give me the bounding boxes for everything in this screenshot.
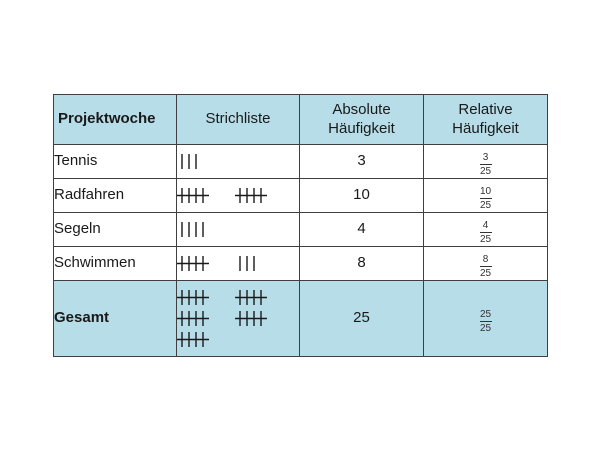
header-projektwoche: Projektwoche	[54, 95, 177, 145]
absolute-frequency: 8	[300, 247, 424, 281]
tally-drawing	[177, 287, 289, 350]
fraction-bar	[480, 321, 492, 322]
row-label: Segeln	[54, 213, 177, 247]
relative-frequency	[424, 213, 548, 247]
total-absolute-frequency: 25	[300, 281, 424, 357]
row-label: Radfahren	[54, 179, 177, 213]
header-absolute-line1: Absolute	[332, 100, 391, 118]
tally-drawing	[177, 253, 289, 274]
fraction-bar	[480, 266, 492, 267]
row-label: Schwimmen	[54, 247, 177, 281]
fraction-numerator: 25	[479, 308, 492, 320]
relative-frequency	[424, 145, 548, 179]
table-row	[54, 247, 548, 281]
fraction-bar	[480, 198, 492, 199]
tally-marks-total	[177, 281, 300, 357]
fraction-numerator: 10	[479, 185, 492, 197]
fraction-denominator: 25	[479, 233, 492, 245]
absolute-frequency: 10	[300, 179, 424, 213]
table-row	[54, 213, 548, 247]
header-absolute-line2: Häufigkeit	[328, 119, 395, 137]
tally-marks	[177, 247, 300, 281]
fraction-denominator: 25	[479, 322, 492, 334]
frequency-table	[53, 94, 548, 357]
tally-drawing	[177, 185, 289, 206]
header-row	[54, 95, 548, 145]
fraction-denominator: 25	[479, 267, 492, 279]
fraction-bar	[480, 164, 492, 165]
total-row	[54, 281, 548, 357]
tally-drawing	[177, 219, 289, 240]
tally-marks	[177, 213, 300, 247]
fraction-denominator: 25	[479, 165, 492, 177]
fraction-numerator: 4	[482, 219, 489, 231]
relative-frequency	[424, 179, 548, 213]
fraction-denominator: 25	[479, 199, 492, 211]
row-label: Tennis	[54, 145, 177, 179]
header-relative-line1: Relative	[458, 100, 513, 118]
tally-marks	[177, 179, 300, 213]
header-relative-line2: Häufigkeit	[452, 119, 519, 137]
fraction-bar	[480, 232, 492, 233]
tally-drawing	[177, 151, 289, 172]
table-row	[54, 179, 548, 213]
relative-frequency	[424, 247, 548, 281]
absolute-frequency: 3	[300, 145, 424, 179]
header-relative	[424, 95, 548, 145]
fraction-numerator: 8	[482, 253, 489, 265]
header-strichliste: Strichliste	[177, 95, 300, 145]
total-relative-frequency	[424, 281, 548, 357]
header-absolute	[300, 95, 424, 145]
table-row	[54, 145, 548, 179]
tally-marks	[177, 145, 300, 179]
total-label: Gesamt	[54, 281, 177, 357]
absolute-frequency: 4	[300, 213, 424, 247]
fraction-numerator: 3	[482, 151, 489, 163]
